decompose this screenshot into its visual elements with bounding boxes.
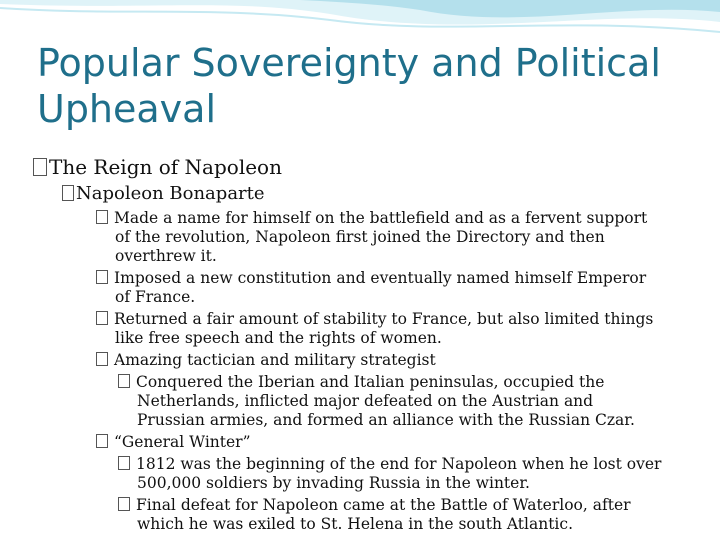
- bullet-box-icon: [96, 311, 108, 325]
- sub-list-item-continuation: 500,000 soldiers by invading Russia in the winter.: [137, 474, 530, 492]
- bullet-level2: Napoleon Bonaparte: [62, 183, 265, 205]
- list-item: Amazing tactician and military strategist: [96, 351, 436, 369]
- bullet-box-icon: [96, 434, 108, 448]
- list-item: Returned a fair amount of stability to France, but also limited things: [96, 310, 653, 328]
- bullet-box-icon: [33, 158, 47, 176]
- list-item-continuation: like free speech and the rights of women.: [115, 329, 442, 347]
- slide-title: Popular Sovereignty and Political Upheaval: [37, 41, 661, 131]
- sub-list-item-continuation: Netherlands, inflicted major defeated on the Austrian and: [137, 392, 594, 410]
- list-item-continuation: overthrew it.: [115, 247, 217, 265]
- list-item: Made a name for himself on the battlefield and as a fervent support: [96, 209, 647, 227]
- list-item-continuation: of the revolution, Napoleon first joined the Directory and then: [115, 228, 605, 246]
- bullet-level1: The Reign of Napoleon: [33, 155, 282, 179]
- sub-list-item: Conquered the Iberian and Italian peninsulas, occupied the: [118, 373, 604, 391]
- bullet-box-icon: [118, 374, 130, 388]
- bullet-box-icon: [96, 270, 108, 284]
- list-item-continuation: of France.: [115, 288, 196, 306]
- bullet-box-icon: [118, 497, 130, 511]
- sub-list-item-continuation: which he was exiled to St. Helena in the south Atlantic.: [137, 515, 573, 533]
- list-item: Imposed a new constitution and eventually named himself Emperor: [96, 269, 646, 287]
- sub-list-item: 1812 was the beginning of the end for Napoleon when he lost over: [118, 455, 661, 473]
- bullet-box-icon: [96, 210, 108, 224]
- bullet-box-icon: [118, 456, 130, 470]
- bullet-box-icon: [96, 352, 108, 366]
- bullet-box-icon: [62, 185, 74, 201]
- list-item: “General Winter”: [96, 433, 251, 451]
- sub-list-item: Final defeat for Napoleon came at the Battle of Waterloo, after: [118, 496, 631, 514]
- sub-list-item-continuation: Prussian armies, and formed an alliance with the Russian Czar.: [137, 411, 635, 429]
